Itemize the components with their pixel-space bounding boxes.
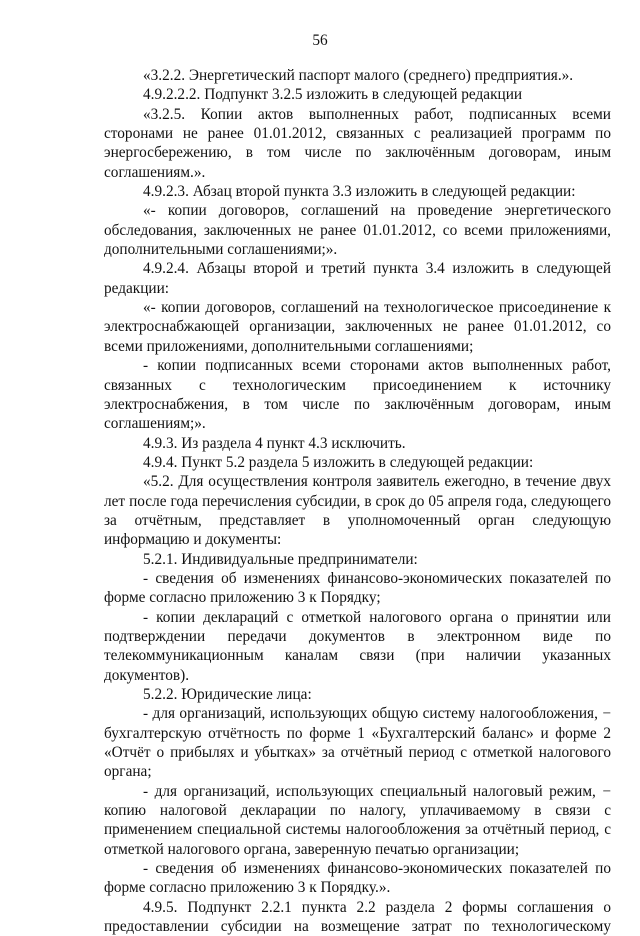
paragraph: - для организаций, использующих специальный налоговый режим, − копию налоговой декларации по налогу, уплачиваемому в связи с применением специальной системы налогообложения за отчётный период, с отметкой налогового органа, заверенную печатью организации;: [104, 782, 611, 858]
document-body: [104, 66, 611, 936]
paragraph: «5.2. Для осуществления контроля заявитель ежегодно, в течение двух лет после года перечисления субсидии, в срок до 05 апреля года, следующего за отчётным, представляет в уполномоченный орган следующую информацию и документы:: [104, 473, 611, 549]
paragraph: - копии подписанных всеми сторонами актов выполненных работ, связанных с технологическим присоединением к источнику электроснабжения, в том числе по заключённым договорам, иным соглашениям;».: [104, 357, 611, 433]
paragraph: - сведения об изменениях финансово-экономических показателей по форме согласно приложению 3 к Порядку;: [104, 569, 611, 607]
paragraph: 4.9.2.3. Абзац второй пункта 3.3 изложить в следующей редакции:: [143, 183, 576, 201]
paragraph: - сведения об изменениях финансово-экономических показателей по форме согласно приложению 3 к Порядку.».: [104, 860, 611, 897]
paragraph: «- копии договоров, соглашений на проведение энергетического обследования, заключенных не ранее 01.01.2012, со всеми приложениями, дополнительными соглашениями;».: [104, 202, 611, 259]
paragraph: 4.9.5. Подпункт 2.2.1 пункта 2.2 раздела 2 формы соглашения о предоставлении субсидии на возмещение затрат по технологическому: [104, 898, 611, 936]
paragraph: «3.2.5. Копии актов выполненных работ, подписанных всеми сторонами не ранее 01.01.2012, связанных с реализацией программ по энергосбережению, в том числе по заключённым договорам, иным соглашениям.».: [104, 105, 611, 181]
page-number: 56: [312, 32, 328, 49]
paragraph: 4.9.2.4. Абзацы второй и третий пункта 3.4 изложить в следующей редакции:: [104, 260, 611, 297]
paragraph: «- копии договоров, соглашений на технологическое присоединение к электроснабжающей организации, заключенных не ранее 01.01.2012, со всеми приложениями, дополнительными соглашениями;: [104, 299, 611, 355]
paragraph: - для организаций, использующих общую систему налогообложения, − бухгалтерскую отчётность по форме 1 «Бухгалтерский баланс» и форме 2 «Отчёт о прибылях и убытках» за отчётный период с отметкой налогового органа;: [104, 705, 611, 781]
paragraph: 4.9.3. Из раздела 4 пункт 4.3 исключить.: [143, 434, 406, 452]
paragraph: «3.2.2. Энергетический паспорт малого (среднего) предприятия.».: [143, 67, 574, 84]
paragraph: 4.9.4. Пункт 5.2 раздела 5 изложить в следующей редакции:: [143, 453, 534, 471]
paragraph: 5.2.2. Юридические лица:: [143, 686, 312, 703]
paragraph: 5.2.1. Индивидуальные предприниматели:: [143, 550, 418, 568]
paragraph: - копии деклараций с отметкой налогового органа о принятии или подтверждении передачи документов в электронном виде по телекоммуникационным каналам связи (при наличии указанных документов).: [104, 608, 611, 684]
paragraph: 4.9.2.2.2. Подпункт 3.2.5 изложить в следующей редакции: [143, 86, 523, 104]
